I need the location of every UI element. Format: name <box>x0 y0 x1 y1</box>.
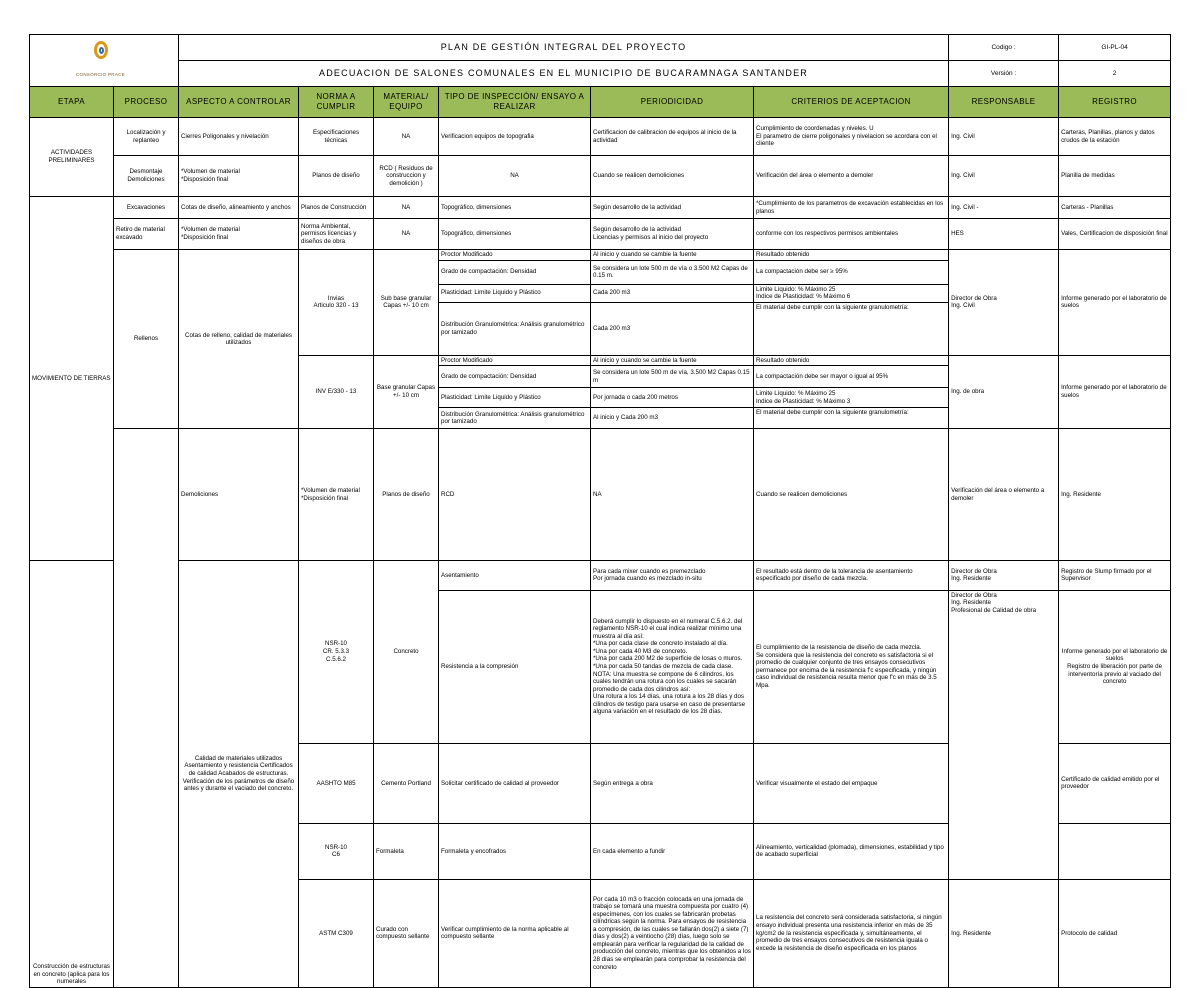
criterios-cell: Verificar visualmente el estado del empaque <box>754 743 949 823</box>
registro-cell: Registro de Slump firmado por el Supervisor <box>1059 560 1171 590</box>
company-logo <box>30 35 179 87</box>
logo-icon <box>94 41 108 59</box>
aspecto-cell: *Volumen de material *Disposición final <box>179 156 299 197</box>
criterios-cell: Resultado obtenido <box>754 250 949 261</box>
tipo-cell: Asentamiento <box>439 560 591 590</box>
responsable-cell: Ing. Civil - <box>949 197 1059 219</box>
etapa-cell: ACTIVIDADES PRELIMINARES <box>30 118 114 197</box>
periodicidad-cell: Al inicio y cuando se cambie la fuente <box>591 250 754 261</box>
registro-cell: Vales, Certificacion de disposición final <box>1059 219 1171 250</box>
proceso-cell: Demoliciones <box>179 429 299 561</box>
tipo-cell: Formaleta y encofrados <box>439 823 591 879</box>
material-cell: Formaleta <box>374 823 439 879</box>
tipo-cell: Proctor Modificado <box>439 355 591 366</box>
criterios-cell: Verificación del área o elemento a demoler <box>949 429 1059 561</box>
norma-cell: Especificaciones técnicas <box>299 118 374 156</box>
table-row <box>30 118 1171 156</box>
project-name: ADECUACION DE SALONES COMUNALES EN EL MUNICIPIO DE BUCARAMNAGA SANTANDER <box>179 61 949 87</box>
periodicidad-cell: Por cada 10 m3 o fracción colocada en una jornada de trabajo se tomará una muestra compuesta por cuatro (4) especímenes, con los cuales se fabricarán probetas cilíndricas según la norma. Para ensayos de resistencia a compresión, de las cuales se fallarán dos(2) a siete (7) días y dos(2) a veintiocho (28) días, luego solo se emplearán para verificar la regularidad de la calidad de producción del concreto, mientras que los obtenidos a los 28 días se emplearán para comprobar la resistencia del concreto <box>591 879 754 987</box>
version-label: Versión : <box>949 61 1059 87</box>
material-cell: NA <box>374 197 439 219</box>
code-label: Codigo : <box>949 35 1059 61</box>
periodicidad-cell: Se considera un lote 500 m de vía o 3.500 M2 Capas de 0.15 m. <box>591 260 754 284</box>
responsable-cell: Ing. Residente <box>1059 429 1171 561</box>
periodicidad-cell: Para cada mixer cuando es premezclado Por jornada cuando es mezclado in-situ <box>591 560 754 590</box>
tipo-cell: Topográfico, dimensiones <box>439 197 591 219</box>
criterios-cell: El cumplimiento de la resistencia de diseño de cada mezcla. Se considera que la resistencia del concreto es satisfactoria si el promedio de cualquier conjunto de tres ensayos consecutivos permanece por encima de la resistencia f'c especificada, y ningún caso individual de resistencia resulta menor que f'c en más de 3.5 Mpa. <box>754 590 949 743</box>
criterios-cell: Limite Líquido: % Máximo 25 Indice de Plasticidad: % Máximo 6 <box>754 284 949 302</box>
responsable-cell: Ing. de obra <box>949 355 1059 429</box>
table-row <box>30 250 1171 261</box>
tipo-cell: Topográfico, dimensiones <box>439 219 591 250</box>
responsable-cell: Ing. Civil <box>949 118 1059 156</box>
aspecto-cell: Cierres Poligonales y nivelación <box>179 118 299 156</box>
norma-cell: Invias Articulo 320 - 13 <box>299 250 374 356</box>
tipo-cell: Solicitar certificado de calidad al proveedor <box>439 743 591 823</box>
proceso-cell: Excavaciones <box>114 197 179 219</box>
responsable-cell: Director de Obra Ing. Residente Profesional de Calidad de obra <box>949 590 1059 879</box>
tipo-cell: Distribución Granulométrica: Análisis granulométrico por tamizado <box>439 408 591 429</box>
col-aspecto: ASPECTO A CONTROLAR <box>179 87 299 118</box>
aspecto-cell: *Volumen de material *Disposición final <box>179 219 299 250</box>
material-cell: Curado con compuesto sellante <box>374 879 439 987</box>
criterios-cell: *Cumplimiento de los parametros de excavación establecidas en los planos <box>754 197 949 219</box>
etapa-cell: MOVIMIENTO DE TIERRAS <box>30 197 114 561</box>
responsable-cell: Ing. Residente <box>949 879 1059 987</box>
norma-cell: Norma Ambiental, permisos licencias y diseños de obra <box>299 219 374 250</box>
proceso-cell: Rellenos <box>114 250 179 429</box>
tipo-cell: Distribución Granulométrica: Análisis granulométrico por tamizado <box>439 302 591 355</box>
periodicidad-cell: Cada 200 m3 <box>591 284 754 302</box>
criterios-cell: El resultado está dentro de la tolerancia de asentamiento especificado por diseño de cada mezcla. <box>754 560 949 590</box>
registro-cell: Protocolo de calidad <box>1059 879 1171 987</box>
col-material: MATERIAL/ EQUIPO <box>374 87 439 118</box>
aspecto-cell: Cotas de relleno, calidad de materiales utilizados <box>179 250 299 429</box>
tipo-cell: Grado de compactación: Densidad <box>439 366 591 388</box>
registro-cell: Informe generado por el laboratorio de suelos <box>1059 355 1171 429</box>
quality-plan-sheet <box>29 34 1170 988</box>
responsable-cell: Director de Obra Ing. Civil <box>949 250 1059 356</box>
proceso-cell: Retiro de material excavado <box>114 219 179 250</box>
tipo-cell: NA <box>591 429 754 561</box>
periodicidad-cell: Deberá cumplir lo dispuesto en el numeral C.5.6.2. del reglamento NSR-10 el cual indica realizar mínimo una muestra al día así: *Una por cada clase de concreto instalado al día. *Una por cada 40 M3 de concreto. *Una por cada 200 M2 de superficie de losas o muros. *Una por cada 50 tandas de mezcla de cada clase. NOTA: Una muestra se compone de 6 cilindros, los cuales tendrán una rotura con los cuales se sacarán promedio de cada dos cilindros así: Una rotura a los 14 días, una rotura a los 28 días y dos cilindros de testigo para usarse en caso de presentarse alguna variación en el resultado de los 28 días. <box>591 590 754 743</box>
norma-cell: Planos de diseño <box>374 429 439 561</box>
periodicidad-cell: Por jornada o cada 200 metros <box>591 388 754 408</box>
table-row <box>30 156 1171 197</box>
aspecto-cell: Calidad de materiales utilizados Asentamiento y resistencia Certificados de calidad Acabados de estructuras. Verificación de los parámetros de diseño antes y durante el vaciado del concreto. <box>179 560 299 987</box>
table-row <box>30 219 1171 250</box>
responsable-cell: Director de Obra Ing. Residente <box>949 560 1059 590</box>
periodicidad-cell: Según desarrollo de la actividad <box>591 197 754 219</box>
aspecto-cell: Cotas de diseño, alineamiento y anchos <box>179 197 299 219</box>
material-cell: NA <box>374 219 439 250</box>
col-norma: NORMA A CUMPLIR <box>299 87 374 118</box>
responsable-cell: HES <box>949 219 1059 250</box>
periodicidad-cell: Certificacion de calibracion de equipos al inicio de la actividad <box>591 118 754 156</box>
quality-plan-table <box>29 34 1171 988</box>
periodicidad-cell: Al inicio y Cada 200 m3 <box>591 408 754 429</box>
tipo-cell: Plasticidad: Limite Liquido y Plástico <box>439 388 591 408</box>
material-cell: RCD <box>439 429 591 561</box>
col-registro: REGISTRO <box>1059 87 1171 118</box>
tipo-cell: Proctor Modificado <box>439 250 591 261</box>
tipo-cell: NA <box>439 156 591 197</box>
material-cell: NA <box>374 118 439 156</box>
periodicidad-cell: Al inicio y cuando se cambie la fuente <box>591 355 754 366</box>
registro-cell: Carteras, Planillas, planos y datos crudos de la estación <box>1059 118 1171 156</box>
criterios-cell: conforme con los respectivos permisos ambientales <box>754 219 949 250</box>
norma-cell: Planos de diseño <box>299 156 374 197</box>
version-value: 2 <box>1059 61 1171 87</box>
registro-cell: Planilla de medidas <box>1059 156 1171 197</box>
material-cell: Concreto <box>374 560 439 743</box>
material-cell: Base granular Capas +/- 10 cm <box>374 355 439 429</box>
norma-cell: AASHTO M85 <box>299 743 374 823</box>
registro-cell: Informe generado por el laboratorio de suelos <box>1059 250 1171 356</box>
norma-cell: INV E/330 - 13 <box>299 355 374 429</box>
criterios-cell: La resistencia del concreto será considerada satisfactoria, si ningún ensayo individual presenta una resistencia inferior en más de 35 kg/cm2 de la resistencia especificada y, simultáneamente, el promedio de tres ensayos consecutivos de resistencia iguala o excede la resistencia de diseño especificada en los planos <box>754 879 949 987</box>
periodicidad-cell: Según entrega a obra <box>591 743 754 823</box>
responsable-cell: Ing. Civil <box>949 156 1059 197</box>
material-cell: Sub base granular Capas +/- 10 cm <box>374 250 439 356</box>
criterios-cell: La compactación debe ser mayor o igual al 95% <box>754 366 949 388</box>
periodicidad-cell: En cada elemento a fundir <box>591 823 754 879</box>
criterios-cell: Cumplimiento de coordenadas y niveles. U El parametro de cierre poligonales y nivelacion se acordara con el cliente <box>754 118 949 156</box>
table-row <box>30 197 1171 219</box>
aspecto-cell: *Volumen de material *Disposición final <box>299 429 374 561</box>
code-value: GI-PL-04 <box>1059 35 1171 61</box>
tipo-cell: Plasticidad: Limite Liquido y Plástico <box>439 284 591 302</box>
criterios-cell: El material debe cumplir con la siguiente granulometría: <box>754 302 949 355</box>
proceso-cell: Desmontaje Demoliciones <box>114 156 179 197</box>
col-criterios: CRITERIOS DE ACEPTACION <box>754 87 949 118</box>
criterios-cell: Alineamiento, verticalidad (plomada), dimensiones, estabilidad y tipo de acabado superficial <box>754 823 949 879</box>
registro-cell: Carteras - Planillas <box>1059 197 1171 219</box>
registro-cell: Informe generado por el laboratorio de suelos Registro de liberación por parte de interventoría previo al vaciado del concreto <box>1059 590 1171 743</box>
criterios-cell: Verificación del área o elemento a demoler <box>754 156 949 197</box>
periodicidad-cell: Cada 200 m3 <box>591 302 754 355</box>
norma-cell: ASTM C309 <box>299 879 374 987</box>
tipo-cell: Verificacion equipos de topografia <box>439 118 591 156</box>
col-etapa: ETAPA <box>30 87 114 118</box>
col-tipo: TIPO DE INSPECCIÓN/ ENSAYO A REALIZAR <box>439 87 591 118</box>
tipo-cell: Resistencia a la compresión <box>439 590 591 743</box>
periodicidad-cell: Cuando se realicen demoliciones <box>754 429 949 561</box>
col-periodicidad: PERIODICIDAD <box>591 87 754 118</box>
criterios-cell: La compactación debe ser ≥ 95% <box>754 260 949 284</box>
material-cell: Cemento Portland <box>374 743 439 823</box>
tipo-cell: Verificar cumplimiento de la norma aplicable al compuesto sellante <box>439 879 591 987</box>
norma-cell: Planos de Construcción <box>299 197 374 219</box>
col-responsable: RESPONSABLE <box>949 87 1059 118</box>
norma-cell: NSR-10 C6 <box>299 823 374 879</box>
criterios-cell: Resultado obtenido <box>754 355 949 366</box>
logo-text: CONSORCIO PRACE <box>76 72 126 77</box>
periodicidad-cell: Según desarrollo de la actividad Licencias y permisos al inicio del proyecto <box>591 219 754 250</box>
table-row <box>30 560 1171 590</box>
material-cell: RCD ( Residuos de construccion y demolición ) <box>374 156 439 197</box>
etapa-cell <box>114 429 179 988</box>
proceso-cell: Construcción de estructuras en concreto (aplica para los numerales <box>30 560 114 987</box>
tipo-cell: Grado de compactación: Densidad <box>439 260 591 284</box>
document-title: PLAN DE GESTIÓN INTEGRAL DEL PROYECTO <box>179 35 949 61</box>
table-row <box>30 429 1171 561</box>
criterios-cell: El material debe cumplir con la siguiente granulometría: <box>754 408 949 429</box>
registro-cell: Certificado de calidad emitido por el proveedor <box>1059 743 1171 823</box>
col-proceso: PROCESO <box>114 87 179 118</box>
registro-cell <box>1059 823 1171 879</box>
criterios-cell: Limite Líquido: % Máximo 25 Indice de Plasticidad: % Máximo 3 <box>754 388 949 408</box>
proceso-cell: Localización y replanteo <box>114 118 179 156</box>
norma-cell: NSR-10 CR. 5.3.3 C.5.6.2 <box>299 560 374 743</box>
periodicidad-cell: Cuando se realicen demoliciones <box>591 156 754 197</box>
periodicidad-cell: Se considera un lote 500 m de vía, 3.500 M2 Capas 0.15 m <box>591 366 754 388</box>
